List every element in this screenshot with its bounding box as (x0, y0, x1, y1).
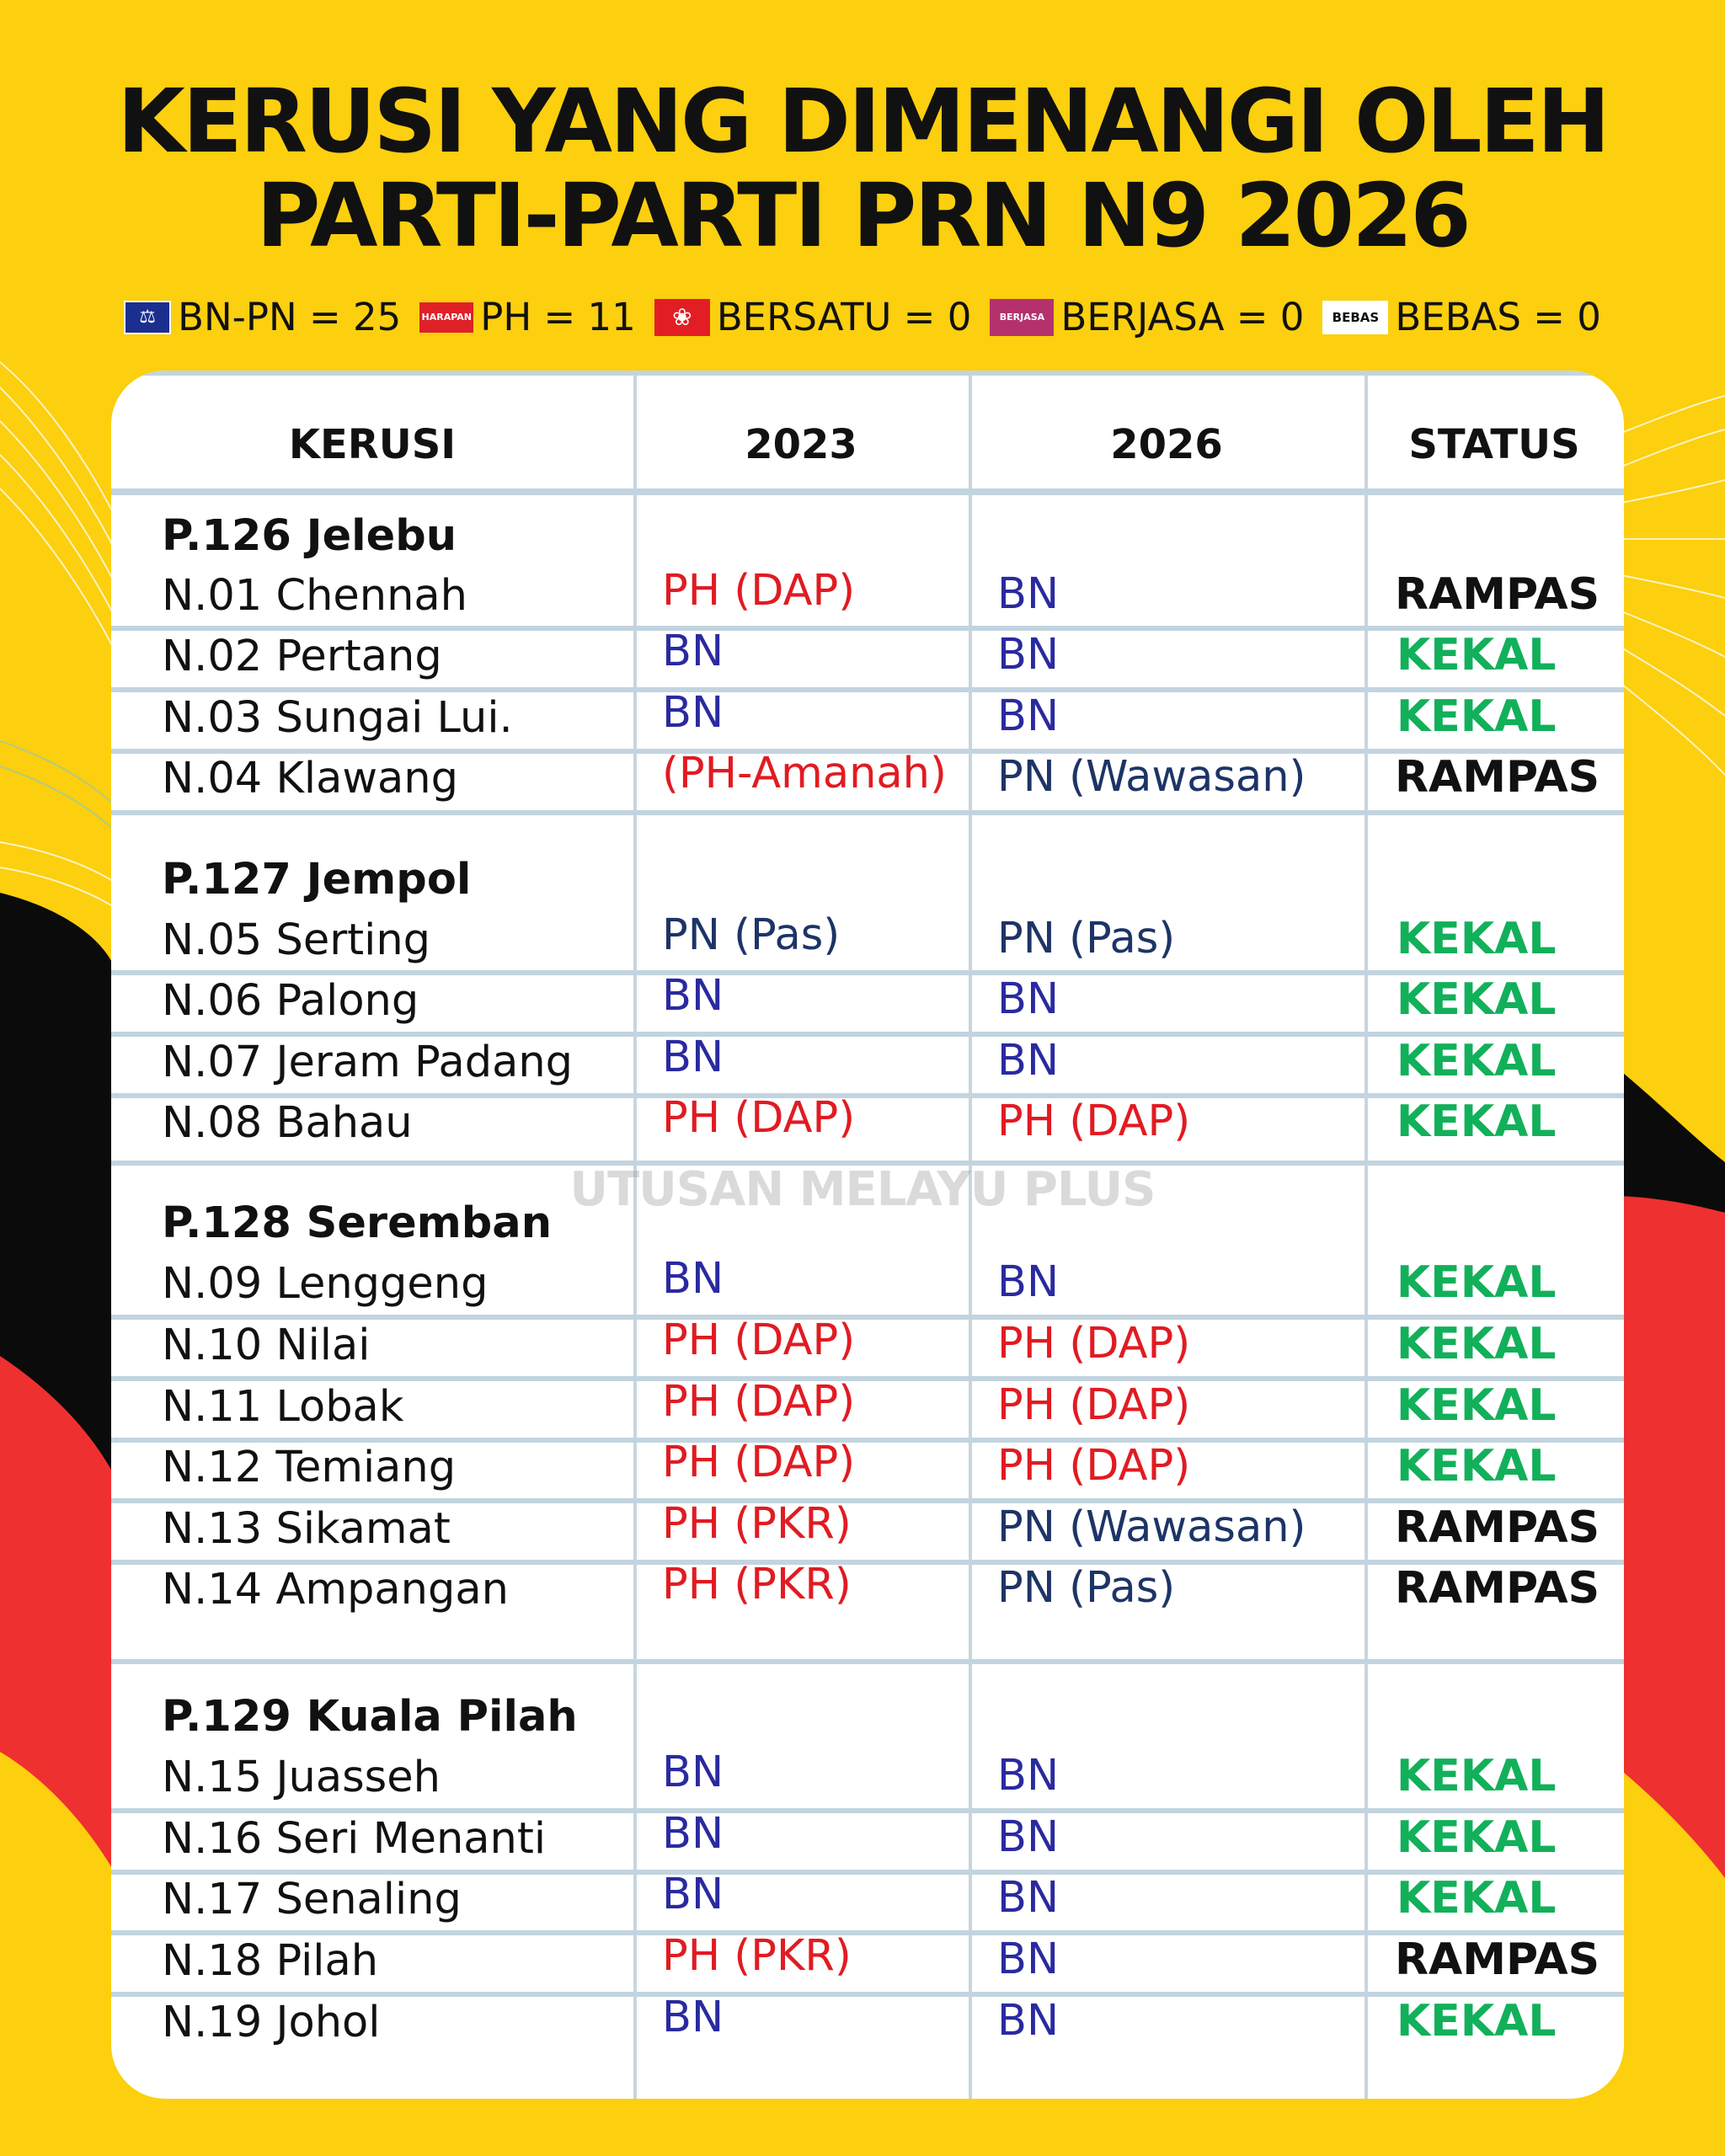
status-badge: KEKAL (1397, 1812, 1557, 1863)
seat-name: N.16 Seri Menanti (162, 1814, 547, 1864)
header-status: STATUS (1408, 421, 1580, 468)
seat-name: N.13 Sikamat (162, 1504, 451, 1554)
row-divider (111, 810, 1624, 815)
result-2023: BN (662, 688, 724, 738)
result-2026: BN (997, 630, 1060, 680)
status-badge: KEKAL (1397, 1097, 1557, 1147)
status-badge: KEKAL (1397, 1996, 1557, 2047)
result-2023: PN (Pas) (662, 910, 841, 960)
seat-name: N.17 Senaling (162, 1875, 462, 1924)
ph-logo-icon: HARAPAN (419, 302, 473, 333)
legend-label: BEBAS = 0 (1395, 295, 1601, 339)
header-2023: 2023 (745, 421, 857, 468)
legend-label: BERSATU = 0 (716, 295, 972, 339)
constituency-title: P.129 Kuala Pilah (162, 1692, 578, 1742)
title-line-1: KERUSI YANG DIMENANGI OLEH (117, 70, 1608, 173)
seat-name: N.12 Temiang (162, 1443, 457, 1492)
result-2026: PN (Pas) (997, 914, 1176, 963)
legend-item-ph (419, 295, 636, 339)
legend-label: BN-PN = 25 (178, 295, 402, 339)
bn-logo-icon: ⚖ (124, 301, 171, 334)
status-badge: KEKAL (1397, 691, 1557, 742)
status-badge: KEKAL (1397, 1036, 1557, 1086)
result-2026: BN (997, 1036, 1060, 1086)
result-2023: BN (662, 971, 724, 1021)
row-divider (111, 371, 1624, 376)
seat-name: N.15 Juasseh (162, 1753, 441, 1802)
result-2023: BN (662, 1254, 724, 1304)
status-badge: RAMPAS (1395, 752, 1600, 803)
seat-name: N.14 Ampangan (162, 1565, 509, 1614)
result-2023: BN (662, 1748, 724, 1797)
result-2023: BN (662, 627, 724, 676)
status-badge: RAMPAS (1395, 1563, 1600, 1614)
constituency-title: P.127 Jempol (162, 855, 472, 905)
berjasa-logo-icon: BERJASA (990, 299, 1054, 336)
result-2026: PN (Wawasan) (997, 1502, 1306, 1552)
result-2023: (PH-Amanah) (662, 749, 947, 798)
result-2023: PH (DAP) (662, 1377, 856, 1427)
status-badge: KEKAL (1397, 1441, 1557, 1492)
status-badge: RAMPAS (1395, 569, 1600, 620)
result-2023: BN (662, 1993, 724, 2042)
result-2026: PN (Wawasan) (997, 752, 1306, 802)
result-2026: PH (DAP) (997, 1319, 1191, 1369)
row-divider (111, 1659, 1624, 1664)
status-badge: RAMPAS (1395, 1502, 1600, 1553)
result-2023: PH (PKR) (662, 1931, 852, 1981)
status-badge: KEKAL (1397, 1257, 1557, 1308)
seat-name: N.09 Lenggeng (162, 1259, 489, 1309)
status-badge: KEKAL (1397, 1873, 1557, 1924)
status-badge: KEKAL (1397, 1319, 1557, 1369)
seat-name: N.08 Bahau (162, 1098, 413, 1148)
status-badge: KEKAL (1397, 974, 1557, 1025)
status-badge: KEKAL (1397, 630, 1557, 680)
legend-item-bebas (1322, 295, 1600, 339)
results-table (111, 371, 1624, 2099)
result-2026: PN (Pas) (997, 1563, 1176, 1613)
result-2026: BN (997, 1751, 1060, 1801)
constituency-title: P.128 Seremban (162, 1198, 553, 1248)
legend-item-bn (124, 295, 401, 339)
result-2026: PH (DAP) (997, 1380, 1191, 1430)
result-2026: PH (DAP) (997, 1441, 1191, 1491)
result-2023: PH (DAP) (662, 566, 856, 616)
seat-name: N.18 Pilah (162, 1936, 379, 1986)
bebas-logo-icon: BEBAS (1322, 301, 1388, 334)
result-2023: PH (DAP) (662, 1093, 856, 1143)
result-2026: BN (997, 1996, 1060, 2046)
title-line-2: PARTI-PARTI PRN N9 2026 (256, 164, 1469, 267)
header-2026: 2026 (1110, 421, 1223, 468)
result-2026: BN (997, 974, 1060, 1024)
party-legend (0, 295, 1725, 339)
status-badge: KEKAL (1397, 1751, 1557, 1801)
result-2026: BN (997, 1257, 1060, 1307)
seat-name: N.07 Jeram Padang (162, 1038, 574, 1087)
seat-name: N.19 Johol (162, 1998, 381, 2047)
watermark: UTUSAN MELAYU PLUS (569, 1162, 1156, 1217)
page-title (0, 70, 1725, 267)
seat-name: N.05 Serting (162, 915, 431, 965)
legend-item-bersatu (654, 295, 972, 339)
result-2026: BN (997, 569, 1060, 619)
status-badge: KEKAL (1397, 1380, 1557, 1431)
result-2023: PH (PKR) (662, 1499, 852, 1549)
result-2023: PH (DAP) (662, 1438, 856, 1487)
seat-name: N.03 Sungai Lui. (162, 693, 513, 743)
header-kerusi: KERUSI (288, 421, 457, 468)
seat-name: N.10 Nilai (162, 1321, 371, 1370)
seat-name: N.04 Klawang (162, 754, 458, 803)
seat-name: N.06 Palong (162, 976, 419, 1026)
legend-label: BERJASA = 0 (1060, 295, 1305, 339)
result-2026: PH (DAP) (997, 1097, 1191, 1146)
status-badge: KEKAL (1397, 914, 1557, 964)
seat-name: N.11 Lobak (162, 1382, 404, 1432)
header-divider (111, 488, 1624, 495)
result-2023: BN (662, 1870, 724, 1919)
seat-name: N.01 Chennah (162, 571, 468, 621)
legend-label: PH = 11 (480, 295, 636, 339)
status-badge: RAMPAS (1395, 1935, 1600, 1985)
legend-item-berjasa (990, 295, 1304, 339)
constituency-title: P.126 Jelebu (162, 511, 457, 561)
result-2026: BN (997, 1935, 1060, 1984)
result-2026: BN (997, 691, 1060, 741)
result-2023: BN (662, 1809, 724, 1859)
bersatu-logo-icon: ❀ (654, 299, 710, 336)
result-2026: BN (997, 1873, 1060, 1923)
result-2026: BN (997, 1812, 1060, 1862)
result-2023: PH (PKR) (662, 1560, 852, 1609)
seat-name: N.02 Pertang (162, 632, 442, 681)
result-2023: PH (DAP) (662, 1315, 856, 1365)
result-2023: BN (662, 1033, 724, 1082)
